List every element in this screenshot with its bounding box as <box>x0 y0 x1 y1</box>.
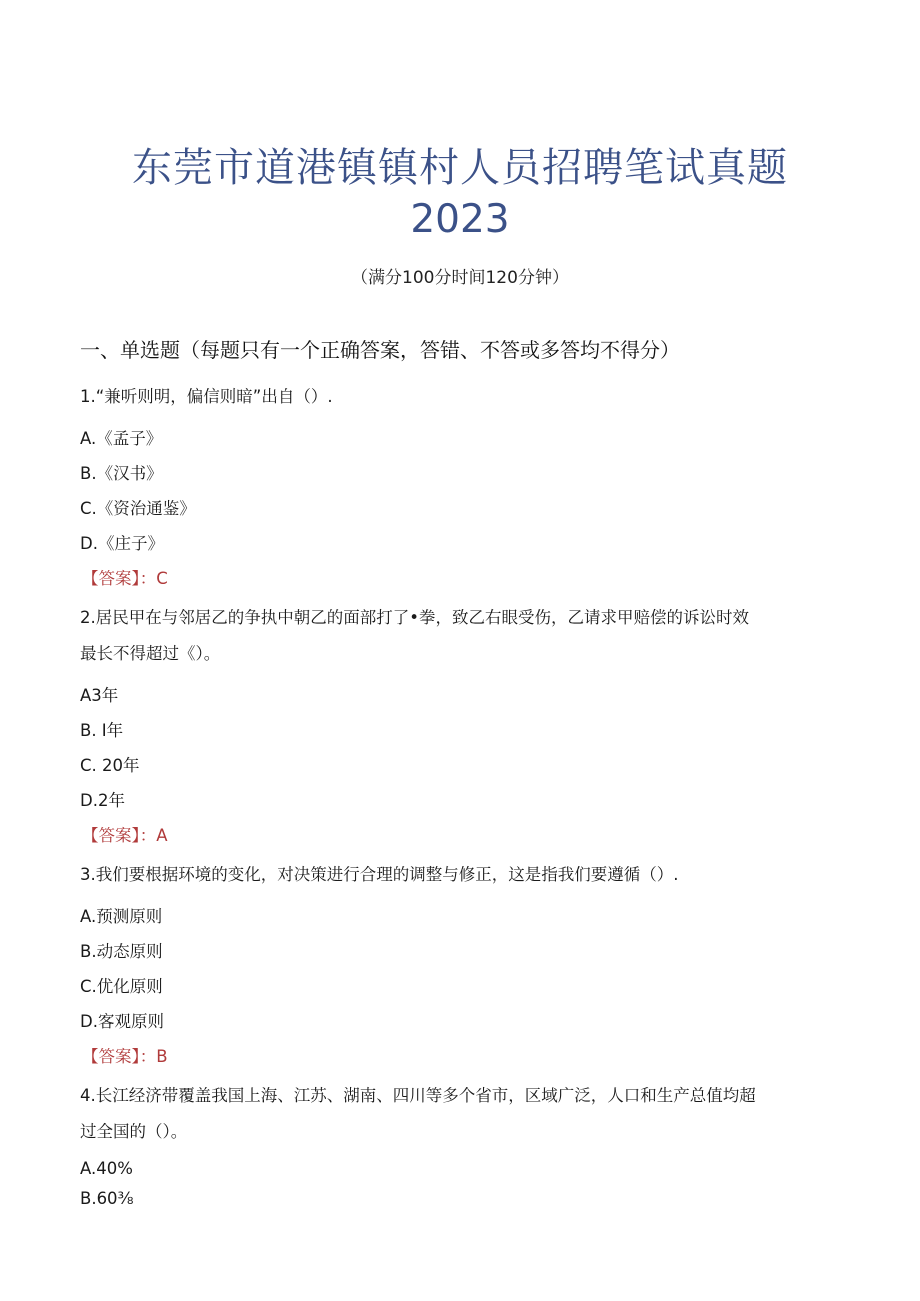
question-2-stem-line-2: 最长不得超过《）。 <box>80 644 221 663</box>
question-3-option-d: D.客观原则 <box>80 1012 164 1031</box>
question-4-option-b: B.60⅜ <box>80 1189 134 1208</box>
document-title: 东莞市道港镇镇村人员招聘笔试真题 <box>132 145 788 191</box>
question-3-option-c: C.优化原则 <box>80 977 163 996</box>
section-heading: 一、单选题（每题只有一个正确答案，答错、不答或多答均不得分） <box>80 338 680 362</box>
question-1-option-c: C.《资治通鉴》 <box>80 499 196 518</box>
question-2-option-a: A3年 <box>80 686 119 705</box>
question-2-option-c: C. 20年 <box>80 756 140 775</box>
question-1-option-b: B.《汉书》 <box>80 464 163 483</box>
question-3-answer: 【答案】：B <box>82 1047 168 1066</box>
question-2-option-b: B. I年 <box>80 721 124 740</box>
question-2-stem-line-1: 2.居民甲在与邻居乙的争执中朝乙的面部打了•拳，致乙右眼受伤，乙请求甲赔偿的诉讼时效 <box>80 608 749 627</box>
question-3-option-b: B.动态原则 <box>80 942 163 961</box>
question-2-answer: 【答案】：A <box>82 826 168 845</box>
question-3-stem: 3.我们要根据环境的变化，对决策进行合理的调整与修正，这是指我们要遵循（）. <box>80 865 679 884</box>
question-1-stem: 1.“兼听则明，偏信则暗”出自（）. <box>80 387 333 406</box>
question-4-stem-line-1: 4.长江经济带覆盖我国上海、江苏、湖南、四川等多个省市，区域广泛，人口和生产总值均超 <box>80 1086 756 1105</box>
question-1-answer: 【答案】：C <box>82 569 168 588</box>
question-4-stem-line-2: 过全国的（）。 <box>80 1122 188 1141</box>
document-title-year: 2023 <box>410 197 510 242</box>
question-2-option-d: D.2年 <box>80 791 125 810</box>
question-1-option-a: A.《孟子》 <box>80 429 163 448</box>
exam-info: （满分100分时间120分钟） <box>351 268 569 288</box>
question-3-option-a: A.预测原则 <box>80 907 163 926</box>
question-4-option-a: A.40% <box>80 1159 133 1178</box>
question-1-option-d: D.《庄子》 <box>80 534 164 553</box>
